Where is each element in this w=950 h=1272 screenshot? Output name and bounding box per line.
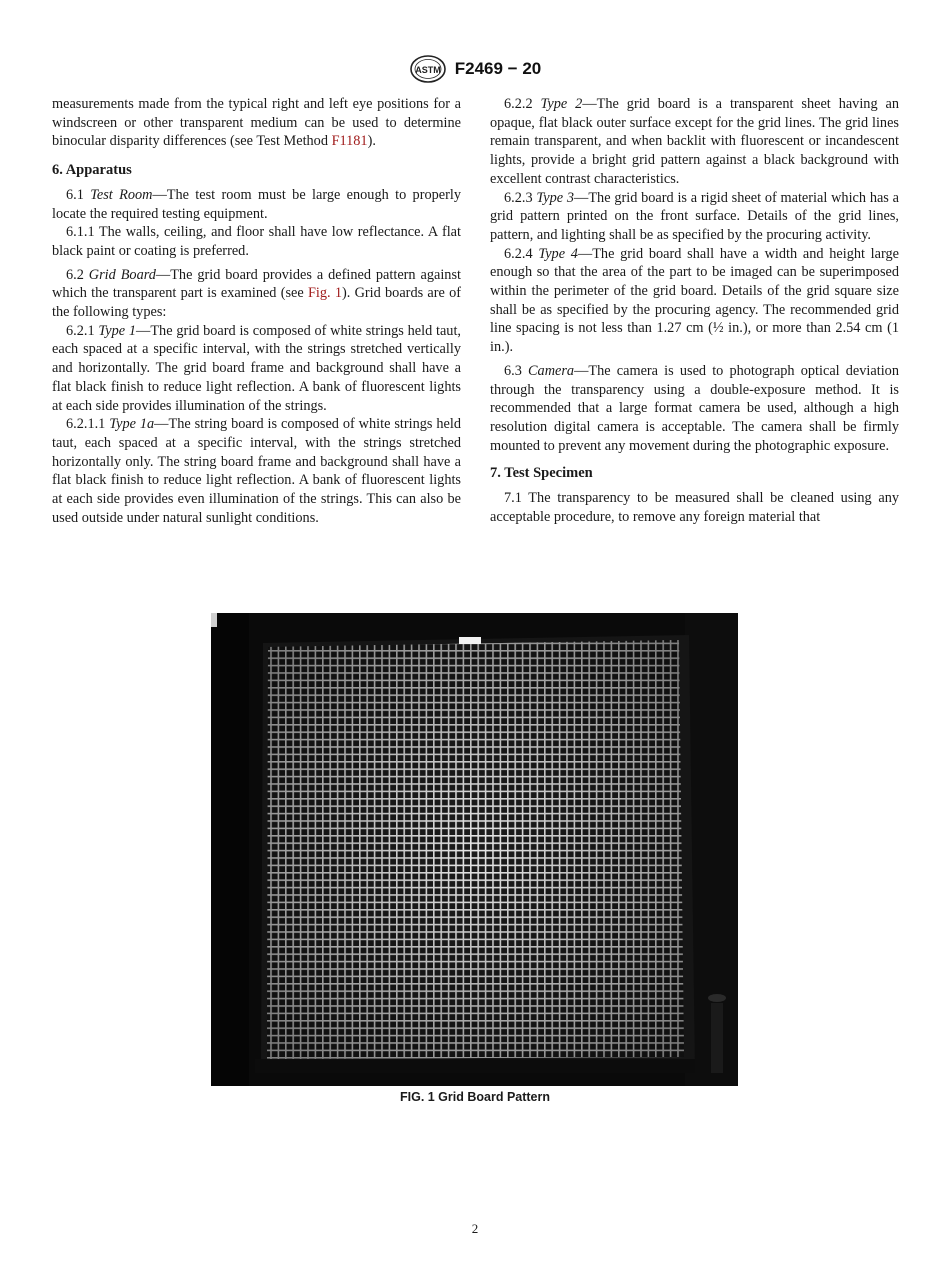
ref-link-f1181[interactable]: F1181: [331, 133, 368, 150]
astm-logo-icon: [409, 54, 447, 84]
ref-link-fig-1[interactable]: Fig. 1: [307, 285, 343, 302]
page-number: 2: [471, 1221, 479, 1236]
paragraph-6-1: 6.1 Test Room—The test room must be large enough to properly locate the required testing equipment.: [52, 186, 461, 222]
paragraph-6-2-4: 6.2.4 Type 4—The grid board shall have a width and height large enough so that the area of the part to be imaged can be superimposed within the perimeter of the grid board. Details of the grid square size shall be as specified by the procuring agency. The recommended grid line spacing is not less than 1.27 cm (½ in.), or more than 2.54 cm (1 in.).: [490, 245, 900, 356]
paragraph-6-2-2: 6.2.2 Type 2—The grid board is a transparent sheet having an opaque, flat black outer surface except for the grid lines. The grid lines remain transparent, and when backlit with fluorescent or incandescent lights, provide a bright grid pattern against a black background with excellent contrast characteristics.: [490, 96, 900, 187]
grid-board-photo: [211, 613, 738, 1086]
page-header: [0, 52, 950, 86]
paragraph-7-1: 7.1 The transparency to be measured shall be cleaned using any acceptable procedure, to remove any foreign material that: [490, 490, 899, 525]
paragraph-6-2: 6.2 Grid Board—The grid board provides a defined pattern against which the transparent part is examined (see Fig. 1). Grid boards are of the following types:: [52, 266, 461, 321]
paragraph-6-3: 6.3 Camera—The camera is used to photograph optical deviation through the transparency using a double-exposure method. It is recommended that a large format camera be used, although a high resolution digital camera is acceptable. The camera shall be firmly mounted to prevent any movement during the photographic exposure.: [490, 362, 899, 454]
document-designation: F2469 − 20: [454, 59, 542, 78]
section-heading-apparatus: 6. Apparatus: [52, 162, 132, 179]
paragraph-6-2-1-1: 6.2.1.1 Type 1a—The string board is composed of white strings held taut, each spaced at a specific interval, with the strings stretched horizontally only. The string board frame and background shall have a flat black finish to reduce light reflection. A bank of fluorescent lights at each side provides even illumination of the strings. This can also be used outside under natural sunlight conditions.: [52, 416, 461, 526]
left-column: [52, 95, 461, 527]
intro-paragraph: measurements made from the typical right and left eye positions for a windscreen or other transparent medium can be used to determine binocular disparity differences (see Test Method F1181).: [52, 96, 461, 150]
paragraph-6-2-3: 6.2.3 Type 3—The grid board is a rigid sheet of material which has a grid pattern printed on the front surface. Details of the grid lines, pattern, and lighting shall be as specified by the procuring activity.: [490, 189, 899, 243]
figure-caption: FIG. 1 Grid Board Pattern: [399, 1090, 551, 1104]
logo-text: ASTM: [415, 65, 441, 75]
paragraph-6-1-1: 6.1.1 The walls, ceiling, and floor shall have low reflectance. A flat black paint or coating is preferred.: [52, 224, 461, 259]
grid-board-image: [211, 613, 738, 1086]
section-heading-test-specimen: 7. Test Specimen: [490, 465, 593, 482]
right-column: [490, 95, 899, 526]
paragraph-6-2-1: 6.2.1 Type 1—The grid board is composed of white strings held taut, each spaced at a specific interval, with the strings stretched vertically and horizontally. The grid board frame and background shall have a flat black finish to reduce light reflection. A bank of fluorescent lights at each side provides illumination of the strings.: [52, 322, 462, 414]
